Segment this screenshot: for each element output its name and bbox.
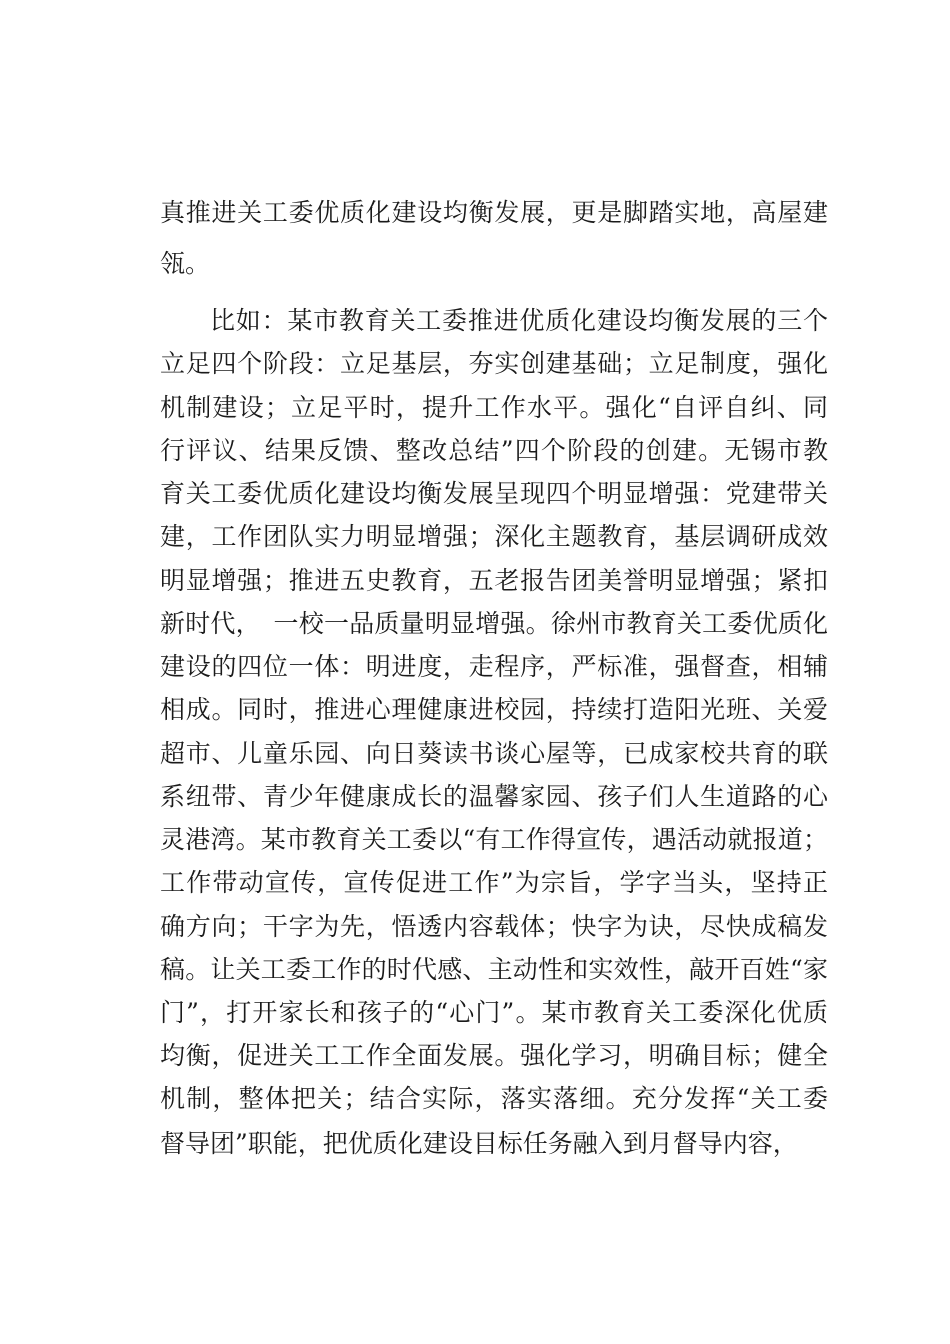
text-line: 相成。同时，推进心理健康进校园，持续打造阳光班、关爱: [160, 695, 828, 724]
text-line: 督导团”职能，把优质化建设目标任务融入到月督导内容，: [160, 1129, 798, 1158]
text-line: 真推进关工委优质化建设均衡发展，更是脚踏实地，高屋建: [160, 198, 828, 227]
text-line: 确方向；干字为先，悟透内容载体；快字为诀，尽快成稿发: [160, 912, 828, 941]
text-line: 均衡，促进关工工作全面发展。强化学习，明确目标；健全: [160, 1041, 828, 1070]
text-line: 机制建设；立足平时，提升工作水平。强化“自评自纠、同: [160, 393, 828, 422]
text-line: 建设的四位一体：明进度，走程序，严标准，强督查，相辅: [160, 652, 828, 681]
text-line: 门”，打开家长和孩子的“心门”。某市教育关工委深化优质: [160, 998, 828, 1027]
text-line: 工作带动宣传，宣传促进工作”为宗旨，学字当头，坚持正: [160, 868, 828, 897]
text-line: 立足四个阶段：立足基层，夯实创建基础；立足制度，强化: [160, 349, 828, 378]
text-line: 新时代， 一校一品质量明显增强。徐州市教育关工委优质化: [160, 609, 828, 638]
text-line: 比如：某市教育关工委推进优质化建设均衡发展的三个: [210, 306, 828, 335]
text-line: 稿。让关工委工作的时代感、主动性和实效性，敲开百姓“家: [160, 955, 828, 984]
text-line: 瓴。: [160, 249, 211, 278]
text-line: 建，工作团队实力明显增强；深化主题教育，基层调研成效: [160, 522, 828, 551]
text-line: 系纽带、青少年健康成长的温馨家园、孩子们人生道路的心: [160, 782, 828, 811]
text-line: 机制，整体把关；结合实际，落实落细。充分发挥“关工委: [160, 1084, 828, 1113]
text-line: 明显增强；推进五史教育，五老报告团美誉明显增强；紧扣: [160, 566, 828, 595]
text-line: 超市、儿童乐园、向日葵读书谈心屋等，已成家校共育的联: [160, 739, 828, 768]
text-line: 育关工委优质化建设均衡发展呈现四个明显增强：党建带关: [160, 479, 828, 508]
text-line: 灵港湾。某市教育关工委以“有工作得宣传，遇活动就报道；: [160, 825, 828, 854]
text-line: 行评议、结果反馈、整改总结”四个阶段的创建。无锡市教: [160, 436, 828, 465]
